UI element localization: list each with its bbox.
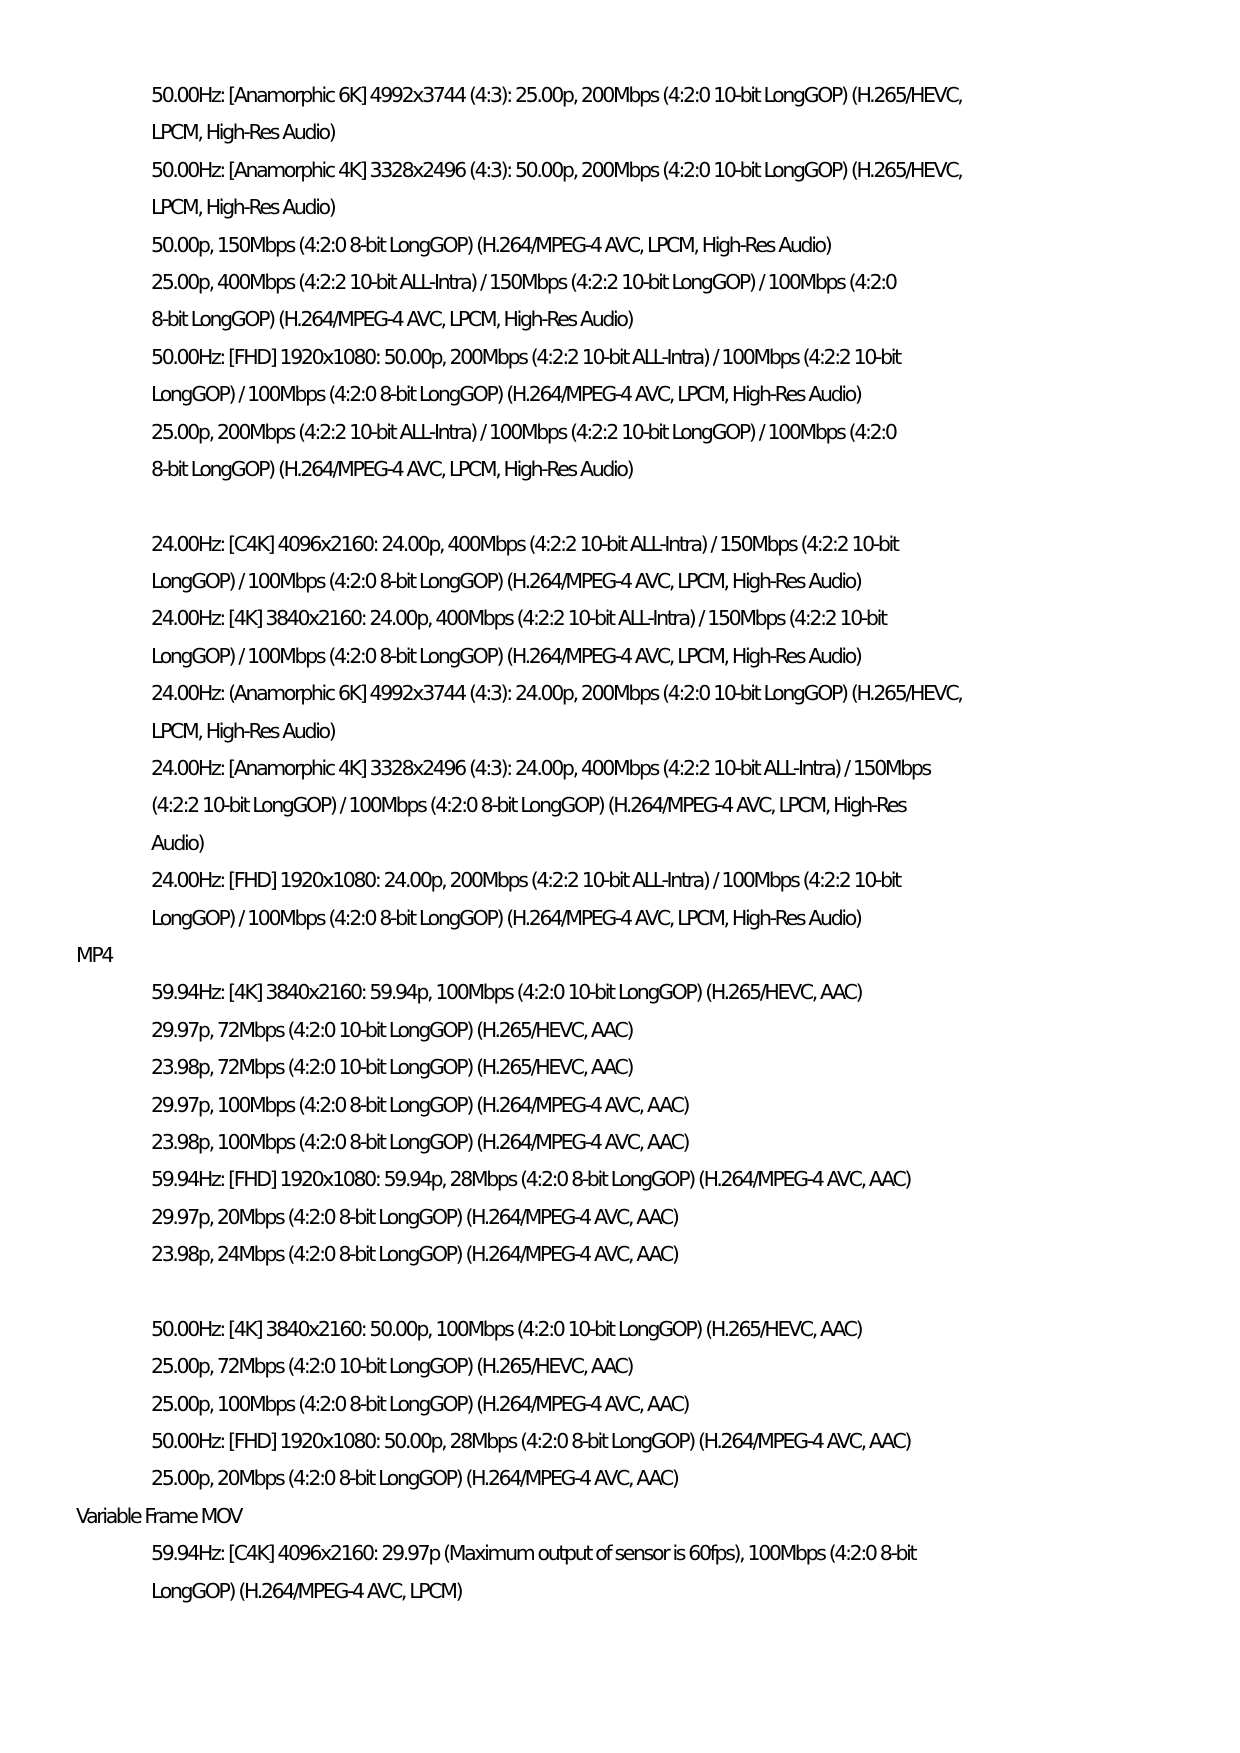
spec-line: 24.00Hz: [FHD] 1920x1080: 24.00p, 200Mbps (4:2:2 10-bit ALL-Intra) / 100Mbps (4:2:2 10-bit [151,868,900,893]
spec-line: 50.00Hz: [Anamorphic 6K] 4992x3744 (4:3): 25.00p, 200Mbps (4:2:0 10-bit LongGOP) (H.265/HEVC, [151,83,962,107]
spec-line: 24.00Hz: [4K] 3840x2160: 24.00p, 400Mbps (4:2:2 10-bit ALL-Intra) / 150Mbps (4:2:2 10-bit [151,606,886,631]
blank-line [0,1274,1240,1311]
spec-line: 50.00p, 150Mbps (4:2:0 8-bit LongGOP) (H.264/MPEG-4 AVC, LPCM, High-Res Audio) [151,232,831,257]
spec-line: LongGOP) / 100Mbps (4:2:0 8-bit LongGOP) (H.264/MPEG-4 AVC, LPCM, High-Res Audio) [151,643,861,668]
spec-line: 50.00Hz: [Anamorphic 4K] 3328x2496 (4:3): 50.00p, 200Mbps (4:2:0 10-bit LongGOP) (H.265/HEVC, [151,157,962,182]
spec-line: 59.94Hz: [FHD] 1920x1080: 59.94p, 28Mbps (4:2:0 8-bit LongGOP) (H.264/MPEG-4 AVC, AAC) [151,1167,911,1192]
spec-line: 59.94Hz: [C4K] 4096x2160: 29.97p (Maximum output of sensor is 60fps), 100Mbps (4:2:0 8-bit [151,1541,916,1566]
spec-line: 25.00p, 72Mbps (4:2:0 10-bit LongGOP) (H.265/HEVC, AAC) [151,1354,633,1379]
spec-line: 29.97p, 20Mbps (4:2:0 8-bit LongGOP) (H.264/MPEG-4 AVC, AAC) [151,1204,678,1229]
blank-line [0,488,1240,525]
document-page [0,77,1240,1610]
spec-line: 24.00Hz: [C4K] 4096x2160: 24.00p, 400Mbps (4:2:2 10-bit ALL-Intra) / 150Mbps (4:2:2 10-bit [151,531,898,556]
spec-line: 29.97p, 100Mbps (4:2:0 8-bit LongGOP) (H.264/MPEG-4 AVC, AAC) [151,1092,689,1117]
spec-line: LPCM, High-Res Audio) [151,718,335,743]
spec-line: Audio) [151,830,204,855]
section-heading: Variable Frame MOV [76,1503,242,1528]
spec-line: 23.98p, 72Mbps (4:2:0 10-bit LongGOP) (H.265/HEVC, AAC) [151,1055,633,1080]
spec-line: LongGOP) (H.264/MPEG-4 AVC, LPCM) [151,1578,462,1603]
spec-line: 50.00Hz: [FHD] 1920x1080: 50.00p, 200Mbps (4:2:2 10-bit ALL-Intra) / 100Mbps (4:2:2 10-bit [151,344,900,369]
spec-line: LongGOP) / 100Mbps (4:2:0 8-bit LongGOP) (H.264/MPEG-4 AVC, LPCM, High-Res Audio) [151,905,861,930]
spec-line: 8-bit LongGOP) (H.264/MPEG-4 AVC, LPCM, High-Res Audio) [151,307,633,332]
spec-line: 59.94Hz: [4K] 3840x2160: 59.94p, 100Mbps (4:2:0 10-bit LongGOP) (H.265/HEVC, AAC) [151,980,862,1005]
spec-line: (4:2:2 10-bit LongGOP) / 100Mbps (4:2:0 8-bit LongGOP) (H.264/MPEG-4 AVC, LPCM, High-Res [151,793,906,818]
spec-line: LongGOP) / 100Mbps (4:2:0 8-bit LongGOP) (H.264/MPEG-4 AVC, LPCM, High-Res Audio) [151,382,861,407]
section-heading: MP4 [76,942,113,967]
spec-line: 8-bit LongGOP) (H.264/MPEG-4 AVC, LPCM, High-Res Audio) [151,456,633,481]
spec-line: 50.00Hz: [FHD] 1920x1080: 50.00p, 28Mbps (4:2:0 8-bit LongGOP) (H.264/MPEG-4 AVC, AAC) [151,1429,911,1454]
spec-line: 25.00p, 100Mbps (4:2:0 8-bit LongGOP) (H.264/MPEG-4 AVC, AAC) [151,1391,689,1416]
spec-line: 29.97p, 72Mbps (4:2:0 10-bit LongGOP) (H.265/HEVC, AAC) [151,1017,633,1042]
spec-line: LPCM, High-Res Audio) [151,195,335,220]
spec-line: 23.98p, 100Mbps (4:2:0 8-bit LongGOP) (H.264/MPEG-4 AVC, AAC) [151,1129,689,1154]
spec-line: 25.00p, 20Mbps (4:2:0 8-bit LongGOP) (H.264/MPEG-4 AVC, AAC) [151,1466,678,1491]
spec-line: 24.00Hz: (Anamorphic 6K] 4992x3744 (4:3): 24.00p, 200Mbps (4:2:0 10-bit LongGOP) (H.265/HEVC, [151,681,962,706]
spec-line: 25.00p, 200Mbps (4:2:2 10-bit ALL-Intra) / 100Mbps (4:2:2 10-bit LongGOP) / 100Mbps (4:2:0 [151,419,896,444]
spec-line: 50.00Hz: [4K] 3840x2160: 50.00p, 100Mbps (4:2:0 10-bit LongGOP) (H.265/HEVC, AAC) [151,1316,862,1341]
spec-line: 25.00p, 400Mbps (4:2:2 10-bit ALL-Intra) / 150Mbps (4:2:2 10-bit LongGOP) / 100Mbps (4:2:0 [151,269,896,294]
spec-line: 24.00Hz: [Anamorphic 4K] 3328x2496 (4:3): 24.00p, 400Mbps (4:2:2 10-bit ALL-Intra) / 150Mbps [151,756,930,781]
spec-line: LPCM, High-Res Audio) [151,120,335,145]
spec-line: 23.98p, 24Mbps (4:2:0 8-bit LongGOP) (H.264/MPEG-4 AVC, AAC) [151,1242,678,1267]
spec-line: LongGOP) / 100Mbps (4:2:0 8-bit LongGOP) (H.264/MPEG-4 AVC, LPCM, High-Res Audio) [151,569,861,594]
